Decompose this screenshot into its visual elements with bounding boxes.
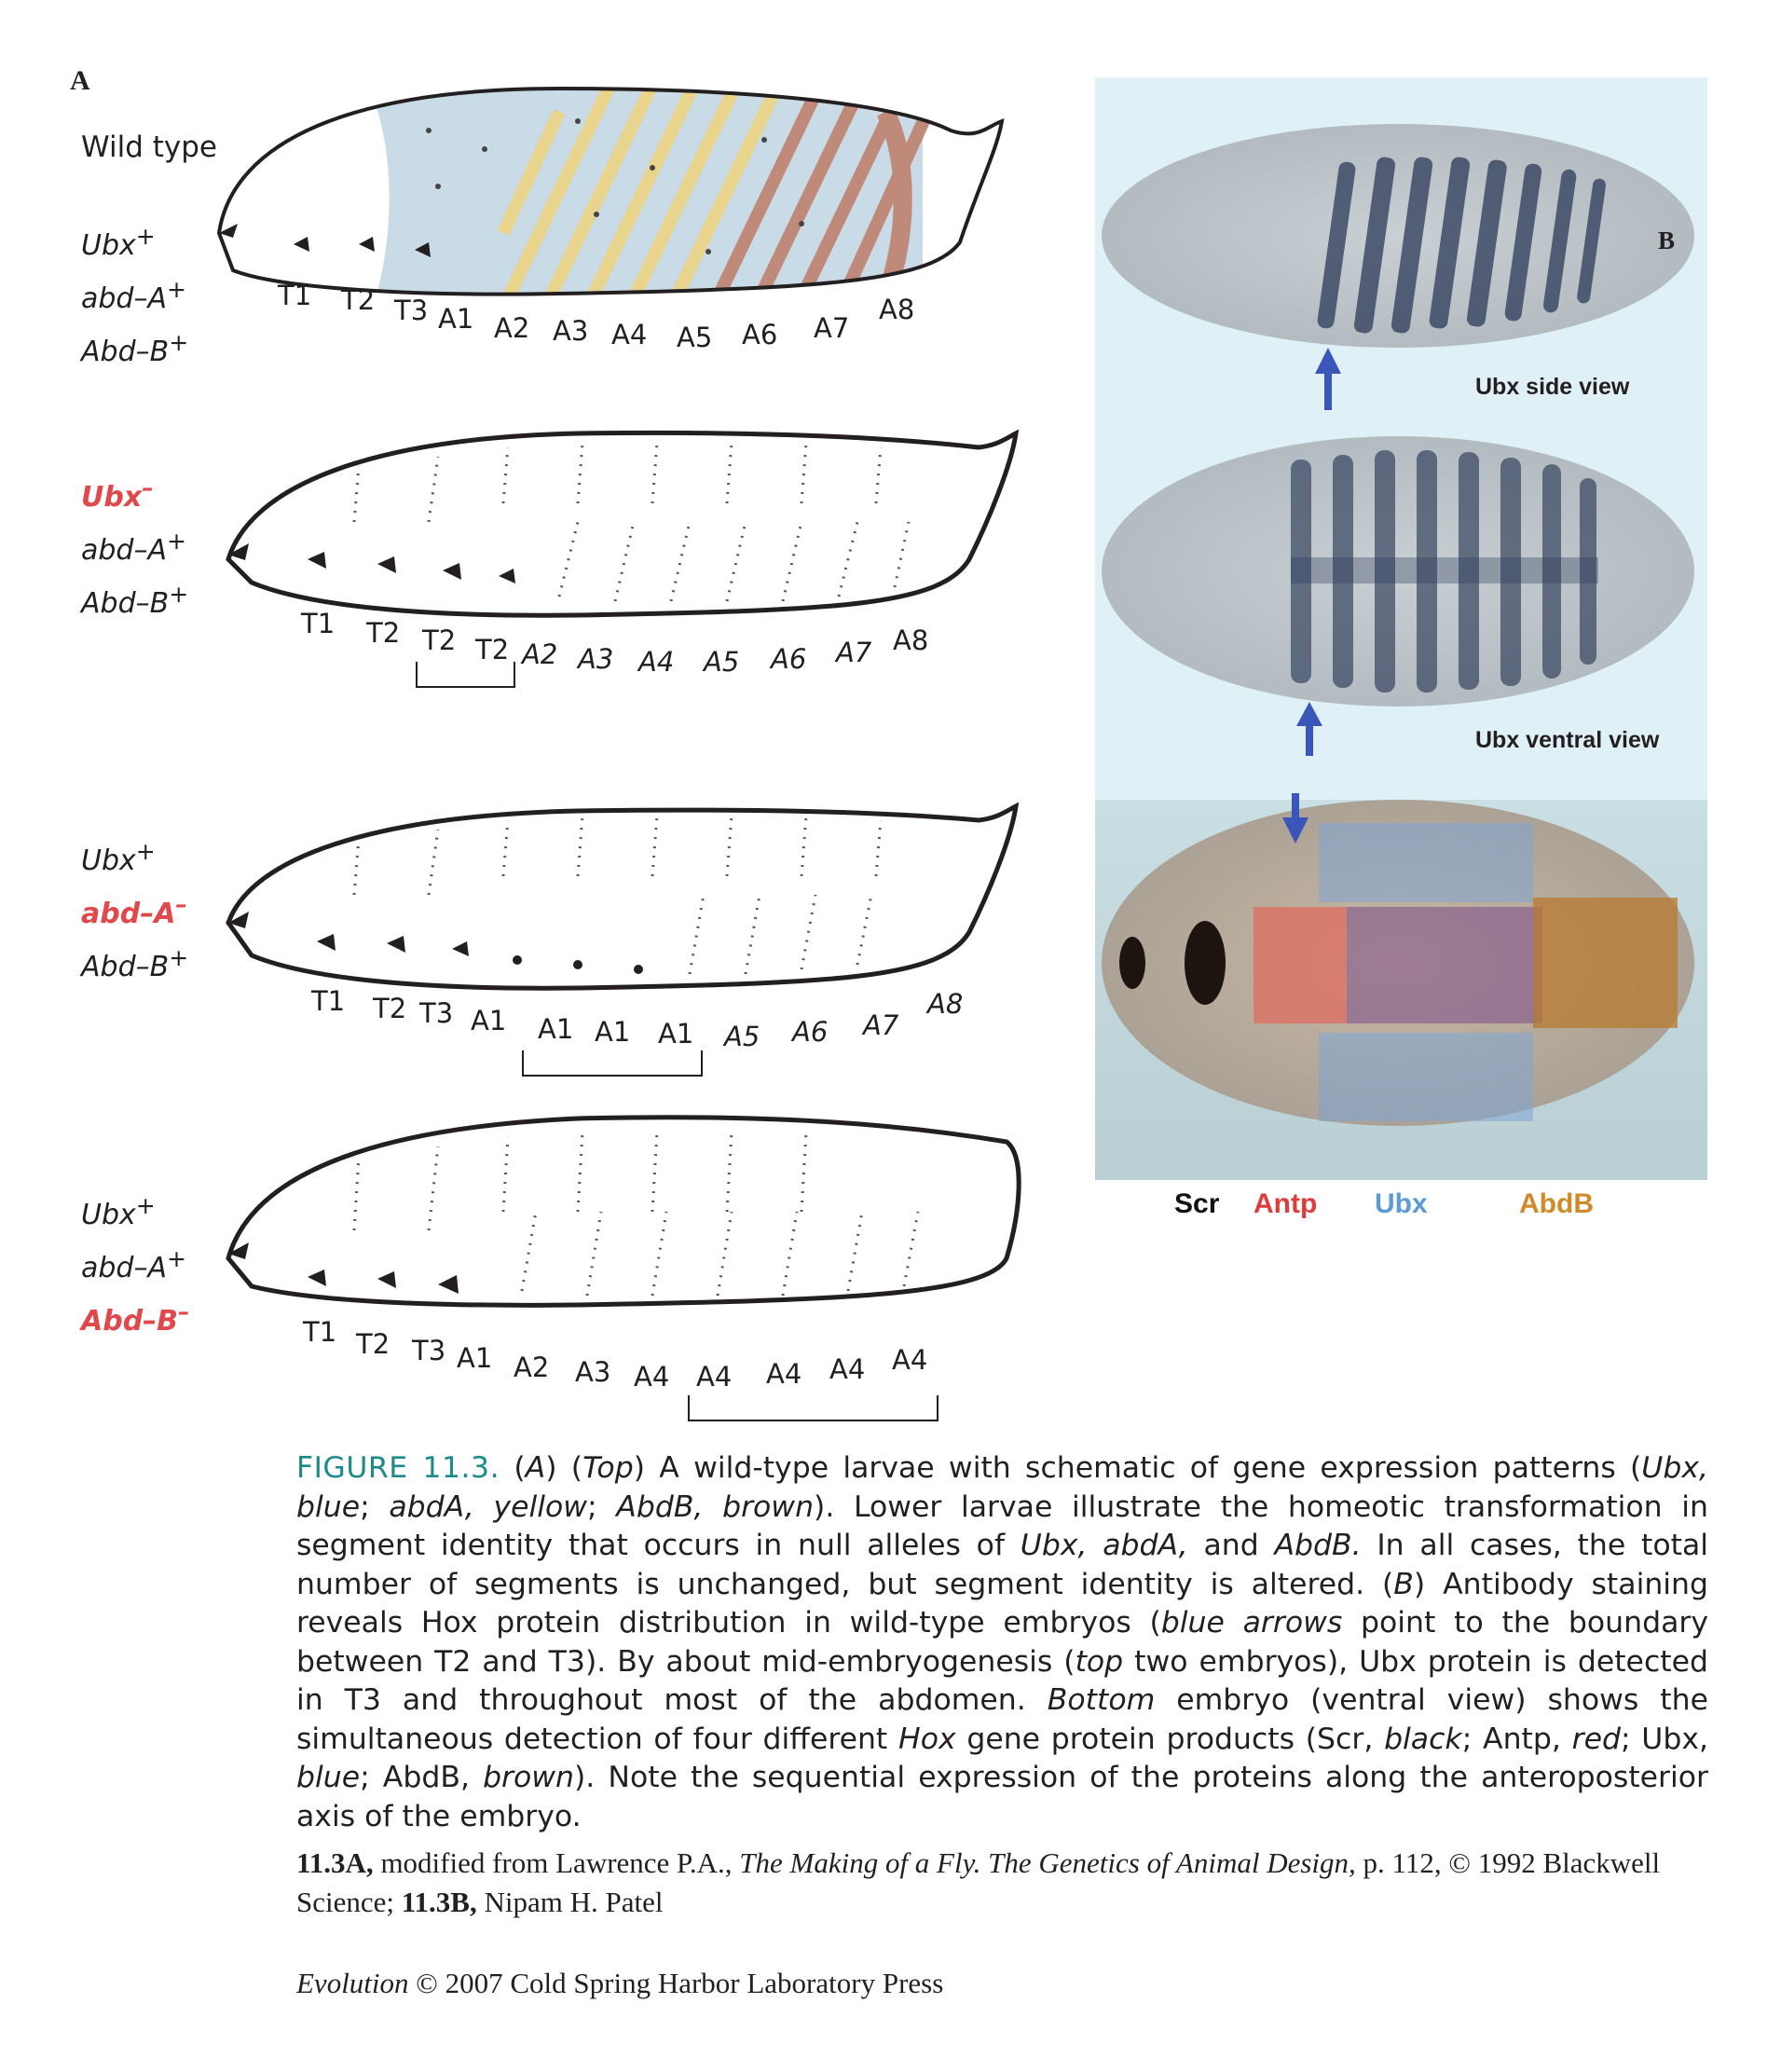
seg-label: T2 [366, 617, 401, 649]
seg-label: T1 [278, 280, 312, 311]
larva-abda-mutant [228, 806, 1016, 988]
seg-label: A4 [638, 646, 675, 678]
side-view-label: Ubx side view [1475, 374, 1630, 400]
seg-label: A1 [438, 303, 474, 335]
seg-label: A5 [677, 322, 713, 353]
seg-label: T2 [341, 284, 376, 316]
seg-label: A1 [595, 1016, 631, 1048]
seg-label: T1 [303, 1316, 337, 1348]
figure-label: FIGURE 11.3. [296, 1451, 500, 1485]
seg-label: T2 [475, 634, 510, 666]
seg-label: A8 [927, 988, 964, 1020]
seg-label: A8 [879, 294, 915, 325]
seg-label: A3 [575, 1356, 611, 1388]
segment-bracket [688, 1395, 938, 1421]
larva-abdb-mutant [228, 1118, 1019, 1306]
seg-label: A8 [893, 624, 929, 656]
seg-label: A3 [578, 643, 614, 675]
genotype-larva-3: Ubx+ abd–A– Abd–B+ [81, 838, 189, 983]
seg-label: A7 [836, 637, 872, 668]
seg-label: T3 [394, 295, 429, 326]
seg-label: A4 [829, 1353, 866, 1385]
seg-label: A4 [766, 1358, 802, 1390]
seg-label: A1 [538, 1013, 574, 1045]
seg-label: T3 [412, 1335, 446, 1366]
larva-drawings [0, 0, 1090, 1435]
genotype-larva-1: Ubx+ abd–A+ Abd–B+ [81, 223, 189, 368]
seg-label: A6 [792, 1016, 829, 1048]
seg-label: A4 [611, 319, 648, 350]
panel-a-letter: A [70, 65, 90, 96]
seg-label: A7 [863, 1009, 899, 1041]
embryo-photos [1095, 77, 1707, 1180]
figure-credit: 11.3A, modified from Lawrence P.A., The Making of a Fly. The Genetics of Animal Design, p. 112, © 1992 Blackwell Science; 11.3B, Nipam H. Patel [296, 1846, 1661, 1918]
seg-label: A1 [457, 1342, 493, 1374]
copyright-footer: Evolution © 2007 Cold Spring Harbor Laboratory Press [296, 1967, 944, 1999]
embryo-multiplex [1102, 800, 1694, 1126]
genotype-larva-2: Ubx– abd–A+ Abd–B+ [81, 474, 189, 620]
legend-abdb: AbdB [1519, 1188, 1594, 1219]
seg-label: A6 [742, 319, 778, 350]
embryo-ventral-view [1102, 436, 1694, 707]
seg-label: T1 [301, 608, 336, 639]
seg-label: T2 [373, 993, 407, 1024]
genotype-larva-4: Ubx+ abd–A+ Abd–B– [81, 1192, 190, 1338]
panel-b-letter: B [1658, 226, 1676, 254]
arrow-up-icon [1296, 702, 1322, 756]
seg-label: A1 [471, 1005, 507, 1036]
seg-label: A4 [696, 1361, 733, 1393]
seg-label: A4 [634, 1361, 670, 1393]
seg-label: A1 [658, 1018, 694, 1050]
seg-label: A5 [724, 1021, 760, 1052]
panel-b-photo [1095, 77, 1707, 1180]
seg-label: A7 [814, 312, 850, 344]
arrow-up-icon [1315, 348, 1341, 410]
seg-label: T1 [311, 985, 346, 1017]
ventral-view-label: Ubx ventral view [1475, 727, 1660, 753]
legend-ubx: Ubx [1375, 1188, 1428, 1219]
seg-label: A5 [704, 646, 740, 678]
larva-wild-type [219, 75, 1002, 308]
legend-scr: Scr [1174, 1188, 1220, 1219]
seg-label: T3 [419, 997, 454, 1029]
segment-bracket [522, 1050, 703, 1077]
legend-antp: Antp [1254, 1188, 1318, 1219]
embryo-side-view [1102, 124, 1694, 348]
seg-label: T2 [422, 624, 457, 656]
seg-label: A2 [522, 638, 558, 670]
seg-label: A2 [494, 312, 530, 344]
seg-label: A4 [892, 1344, 928, 1376]
seg-label: A3 [553, 315, 589, 347]
larva-ubx-mutant [228, 432, 1016, 615]
segment-bracket [416, 662, 515, 688]
seg-label: A2 [514, 1352, 550, 1383]
seg-label: T2 [356, 1328, 390, 1360]
wild-type-label: Wild type [81, 130, 217, 164]
figure-caption: FIGURE 11.3. (A) (Top) A wild-type larvae with schematic of gene expression patterns (Ubx, blue; abdA, yellow; AbdB, brown). Lower larvae illustrate the homeotic transformation in segment identity that occurs in null alleles of Ubx, abdA, and AbdB. In all cases, the total number of segments is unchanged, but segment identity is altered. (B) Antibody staining reveals Hox protein distribution in wild-type embryos (blue arrows point to the boundary between T2 and T3). By about mid-embryogenesis (top two embryos), Ubx protein is detected in T3 and throughout most of the abdomen. Bottom embryo (ventral view) shows the simultaneous detection of four different Hox gene protein products (Scr, black; Antp, red; Ubx, blue; AbdB, brown). Note the sequential expression of the proteins along the anteroposterior axis of the embryo. [296, 1451, 1709, 1833]
seg-label: A6 [771, 643, 807, 675]
